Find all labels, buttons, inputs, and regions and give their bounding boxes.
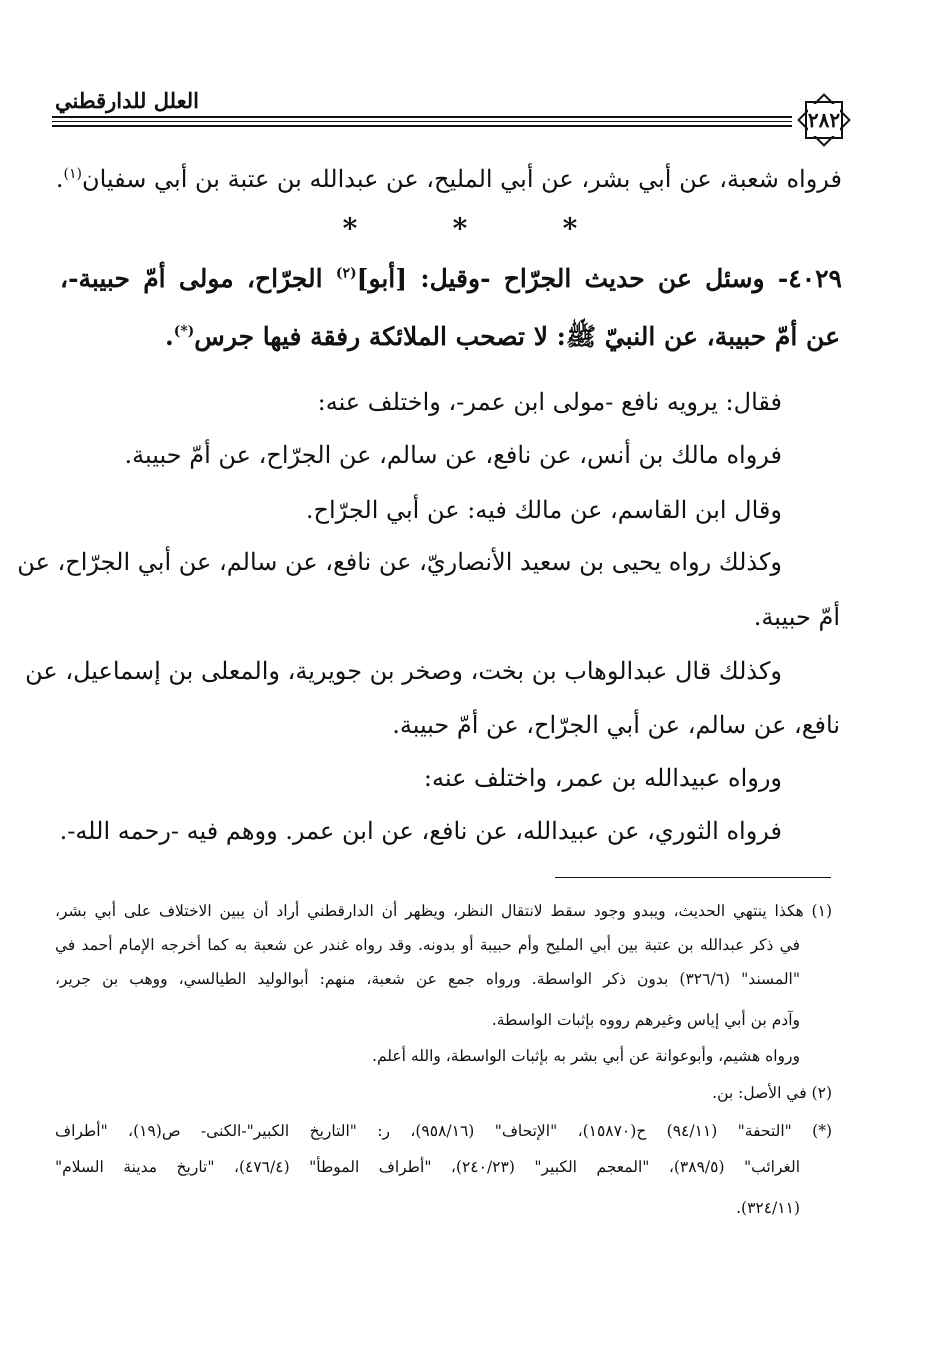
text-line: وقال ابن القاسم، عن مالك فيه: عن أبي الجرّاح. <box>305 496 782 524</box>
footnote-line: ورواه هشيم، وأبوعوانة عن أبي بشر به بإثبات الواسطة، والله أعلم. <box>372 1047 800 1065</box>
footnote-line: وآدم بن أبي إياس وغيرهم رووه بإثبات الواسطة. <box>491 1011 800 1029</box>
footnote-line: الغرائب" (٣٨٩/٥)، "المعجم الكبير" (٢٤٠/٢٣)، "أطراف الموطأ" (٤٧٦/٤)، "تاريخ مدينة السلام" <box>55 1158 801 1176</box>
text-line: ورواه عبيدالله بن عمر، واختلف عنه: <box>423 764 782 792</box>
question-heading: ٤٠٢٩- وسئل عن حديث الجرّاح -وقيل: [أبو]$^{(٢)}$ الجرّاح، مولى أمّ حبيبة-، <box>60 264 842 293</box>
footnote-line: (١) هكذا ينتهي الحديث، ويبدو وجود سقط لانتقال النظر، ويظهر أن الدارقطني أراد أن يبين الاختلاف على أبي بشر، <box>55 902 832 920</box>
text-line: فقال: يرويه نافع -مولى ابن عمر-، واختلف عنه: <box>317 388 782 416</box>
footnote-line: (٢) في الأصل: بن. <box>712 1084 832 1102</box>
book-title: العلل للدارقطني <box>55 88 199 113</box>
separator-star: * <box>452 212 468 245</box>
text-line: وكذلك قال عبدالوهاب بن بخت، وصخر بن جويرية، والمعلى بن إسماعيل، عن <box>25 657 782 685</box>
section-separator <box>340 212 580 245</box>
text-line: أمّ حبيبة. <box>753 603 840 631</box>
text-line: نافع، عن سالم، عن أبي الجرّاح، عن أمّ حبيبة. <box>392 711 840 739</box>
question-heading: عن أمّ حبيبة، عن النبيّ ﷺ: لا تصحب الملائكة رفقة فيها جرس(*). <box>165 322 840 351</box>
text-line: فرواه الثوري، عن عبيدالله، عن نافع، عن ابن عمر. ووهم فيه -رحمه الله-. <box>59 817 782 845</box>
text-line: فرواه شعبة، عن أبي بشر، عن أبي المليح، عن عبدالله بن عتبة بن أبي سفيان$^{(١)}$. <box>55 165 842 193</box>
footnote-line: في ذكر عبدالله بن عتبة بين أبي المليح وأم حبيبة أو بدونه. وقد رواه غندر عن شعبة به كما أخرجه الإمام أحمد في <box>55 936 800 954</box>
footnote-ref: (٢) <box>335 265 357 282</box>
footnote-line: "المسند" (٣٢٦/٦) بدون ذكر الواسطة. ورواه جمع عن شعبة، منهم: أبوالوليد الطيالسي، ووهب بن جرير، <box>55 970 800 988</box>
header-rule <box>52 121 792 122</box>
footnote-ref: (*) <box>173 323 195 340</box>
footnote-divider <box>555 877 831 878</box>
header-rule <box>52 125 792 127</box>
text-line: فرواه مالك بن أنس، عن نافع، عن سالم، عن الجرّاح، عن أمّ حبيبة. <box>124 441 782 469</box>
header-rule <box>52 116 792 118</box>
footnote-line: (*) "التحفة" (٩٤/١١) ح(١٥٨٧٠)، "الإتحاف" (٩٥٨/١٦)، ر: "التاريخ الكبير"-الكنى- ص(١٩)، "أطراف <box>55 1122 833 1140</box>
footnote-ref: (١) <box>63 166 82 182</box>
separator-star: * <box>342 212 358 245</box>
text-line: وكذلك رواه يحيى بن سعيد الأنصاريّ، عن نافع، عن سالم، عن أبي الجرّاح، عن <box>17 548 782 576</box>
page-number: ٢٨٢ <box>807 108 841 132</box>
footnote-line: (٣٢٤/١١). <box>736 1199 800 1217</box>
separator-star: * <box>562 212 578 245</box>
